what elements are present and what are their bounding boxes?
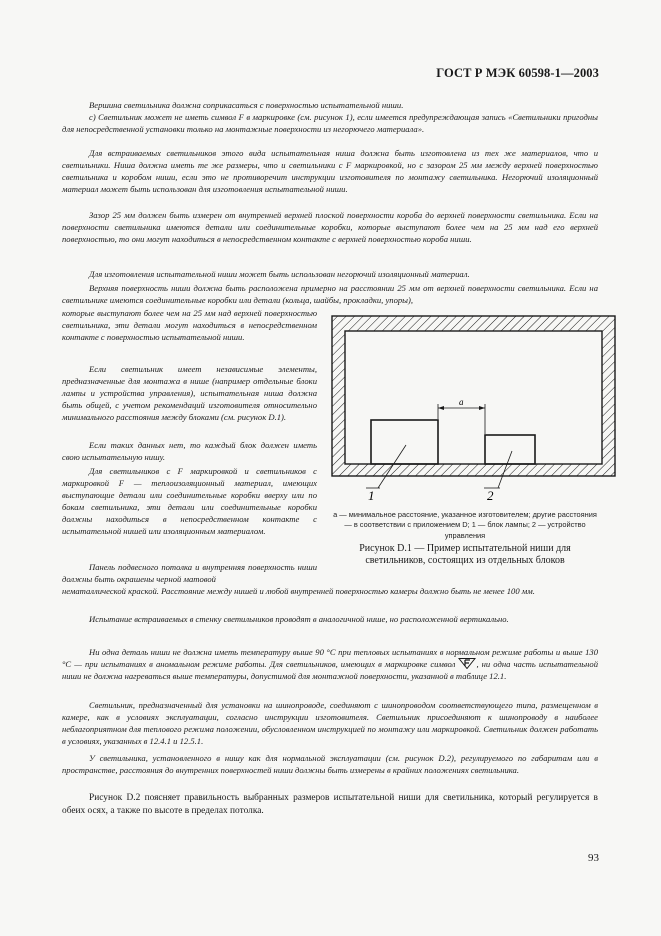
label-a: a bbox=[459, 397, 464, 407]
paragraph-3: Для встраиваемых светильников этого вида испытательная ниша должна быть изготовлена из тех же материалов, что и светильники. Ниша должна иметь те же размеры, что и светильники с F маркировкой, но с зазором 25 мм между верхней поверхностью светильника и коробом ниши, если это не противоречит инструкции изготовителя по монтажу светильника. Негорючий изоляционный материал может быть использован для изготовления испытательной ниши. bbox=[62, 148, 598, 195]
control-gear-block bbox=[485, 435, 535, 464]
paragraph-12 bbox=[62, 646, 598, 682]
paragraph-10a: Панель подвесного потолка и внутренняя поверхность ниши должны быть окрашены черной матовой bbox=[62, 562, 317, 585]
dimension-arrow-right bbox=[479, 406, 485, 410]
paragraph-9: Для светильников с F маркировкой и светильников с маркировкой F — теплоизоляционный материал, имеющих выступающие детали или соединительные коробки вверху или по бокам светильника, эти детали или соединительные коробки должны находиться в непосредственном контакте с испытательной нишей или изоляционным материалом. bbox=[62, 466, 317, 537]
dimension-arrow-left bbox=[438, 406, 444, 410]
niche-outer-wall bbox=[332, 316, 615, 476]
paragraph-12-part-a: Ни одна деталь ниши не должна иметь температуру выше 90 °С при тепловых испытаниях в нормальном режиме работы и выше 130 °С — при испытаниях в аномальном режиме работы. Для светильников, имеющих в маркировке символ bbox=[62, 647, 598, 670]
figure-caption: Рисунок D.1 — Пример испытательной ниши для светильников, состоящих из отдельных блоков bbox=[359, 543, 571, 566]
paragraph-15: Рисунок D.2 поясняет правильность выбранных размеров испытательной ниши для светильника, который регулируется в обеих осях, а также по высоте в пределах потолка. bbox=[62, 793, 598, 816]
paragraph-5: Для изготовления испытательной ниши может быть использован негорючий изоляционный материал. bbox=[89, 269, 470, 279]
label-1: 1 bbox=[368, 488, 375, 503]
paragraph-12-part-b: , ни одна часть испытательной ниши не должна нагреваться выше температуры, допустимой для монтажной поверхности, указанной в таблице 12.1. bbox=[62, 659, 599, 682]
paragraph-2: c) Светильник может не иметь символ F в маркировке (см. рисунок 1), если имеется предупреждающая запись «Светильники пригодны для непосредственной установки только на монтажные поверхности из негорючего материала». bbox=[62, 112, 598, 135]
paragraph-1: Вершина светильника должна соприкасаться с поверхностью испытательной ниши. bbox=[89, 100, 404, 110]
page-number: 93 bbox=[588, 852, 599, 864]
paragraph-8: Если таких данных нет, то каждый блок должен иметь свою испытательную нишу. bbox=[62, 440, 317, 463]
test-niche-figure bbox=[328, 300, 618, 510]
paragraph-6-continued: которые выступают более чем на 25 мм над верхней поверхностью светильника, эти детали могут находиться в непосредственном контакте с поверхностью испытательной ниши. bbox=[62, 308, 317, 343]
paragraph-14: У светильника, установленного в нишу как для нормальной эксплуатации (см. рисунок D.2), регулируемого по габаритам или в пространстве, расстояния до внутренних поверхностей ниши должны быть измерены в крайних положениях светильника. bbox=[62, 753, 598, 776]
niche-inner-wall bbox=[345, 331, 602, 464]
paragraph-7: Если светильник имеет независимые элементы, предназначенные для монтажа в нише (например отдельные блоки лампы и устройства управления), испытательная ниша должна быть общей, с учетом рекомендаций изготовителя относительно минимального расстояния между блоками (см. рисунок D.1). bbox=[62, 364, 317, 423]
f-marking-symbol-icon bbox=[458, 658, 476, 669]
niche-wall-hatching bbox=[332, 316, 615, 476]
paragraph-10b: нематаллической краской. Расстояние между нишей и любой внутренней поверхностью камеры должно быть не менее 100 мм. bbox=[62, 586, 535, 596]
figure-note: a — минимальное расстояние, указанное изготовителем; другие расстояния — в соответствии с приложением D; 1 — блок лампы; 2 — устройство управления bbox=[333, 510, 597, 540]
paragraph-6: Верхняя поверхность ниши должна быть расположена примерно на расстоянии 25 мм от верхней поверхности светильника. Если на светильнике имеются соединительные коробки или детали (кольца, шайбы, прокладки, упоры), bbox=[62, 283, 598, 306]
lamp-block bbox=[371, 420, 438, 464]
paragraph-4: Зазор 25 мм должен быть измерен от внутренней верхней плоской поверхности короба до верхней поверхности светильника. Если на поверхности светильника имеются детали или соединительные коробки, которые выступают более чем на 25 мм над его верхней поверхностью, то они могут находиться в непосредственном контакте с верхней поверхностью короба ниши. bbox=[62, 210, 598, 245]
paragraph-13: Светильник, предназначенный для установки на шинопроводе, соединяют с шинопроводом соответствующего типа, размещенном в камере, как в условиях эксплуатации, согласно инструкции изготовителя. Светильник присоединяют к шинопроводу в наиболее неблагоприятном для теплового режима положении, обусловленном инструкцией по монтажу или маркировкой. Светильник должен работать в условиях, указанных в 12.4.1 и 12.5.1. bbox=[62, 700, 598, 747]
document-header: ГОСТ Р МЭК 60598-1—2003 bbox=[436, 66, 599, 80]
label-2: 2 bbox=[487, 488, 494, 503]
paragraph-11: Испытание встраиваемых в стенку светильников проводят в аналогичной нише, но расположенной вертикально. bbox=[89, 614, 509, 624]
